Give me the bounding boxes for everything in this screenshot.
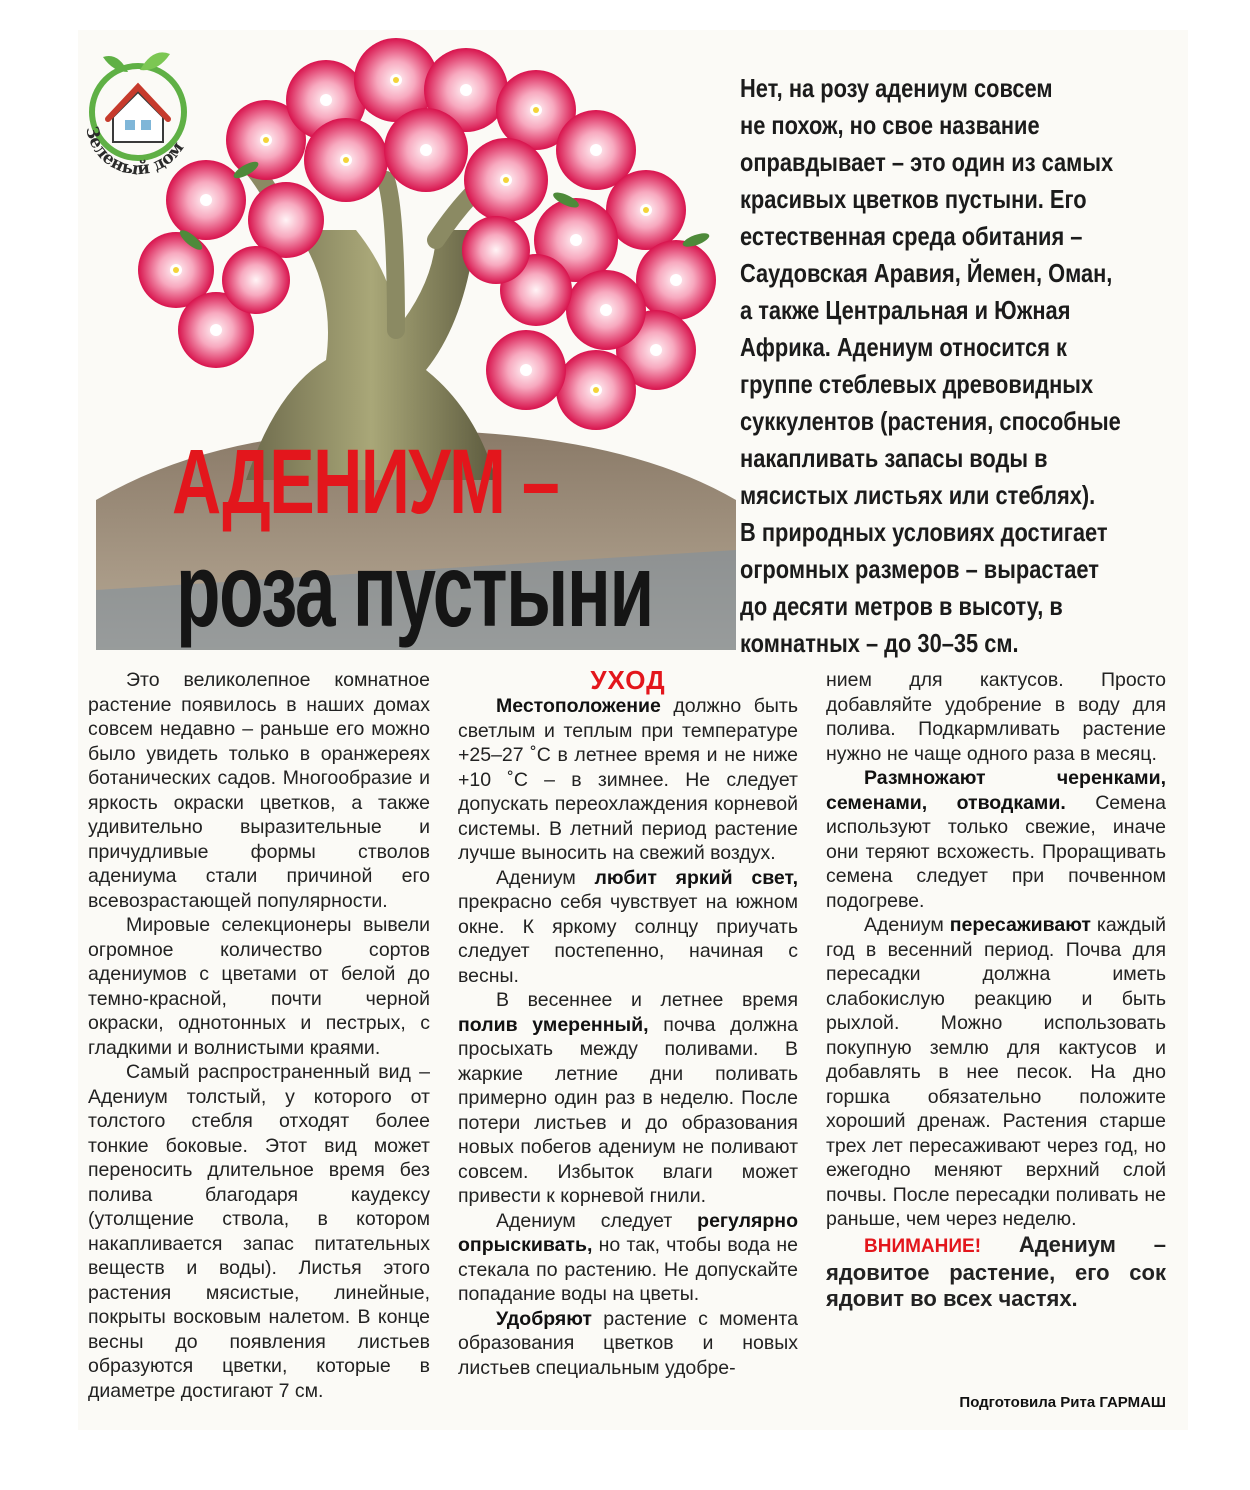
lead-line: В природных условиях достигает [740, 517, 1108, 547]
warning-label: ВНИМАНИЕ! [864, 1235, 982, 1257]
col1-paragraph-2: Мировые селекционеры вывели огромное количество сортов адениумов с цветами от белой до темно-красной, почти черной окраски, однотонных и пестрых, с гладкими и волнистыми краями. [88, 914, 430, 1059]
light-start: Адениум [496, 866, 595, 889]
article-column-2 [458, 665, 799, 1380]
lead-line: до десяти метров в высоту, в [740, 591, 1063, 621]
spraying-start: Адениум следует [496, 1209, 698, 1232]
warning-paragraph [826, 1232, 1166, 1312]
lead-line: комнатных – до 30–35 см. [740, 628, 1019, 658]
watering-start: В весеннее и летнее время [496, 989, 798, 1011]
lead-line: красивых цветков пустыни. Его [740, 184, 1087, 214]
care-heading: УХОД [590, 665, 666, 695]
col2-paragraph-location [458, 694, 798, 866]
watering-text: почва должна просыхать между поливами. В жаркие летние дни поливать примерно один раз в неделю. После потери листьев и до образования новых побегов адениум не поливают совсем. Избыток влаги может привести к корневой гнили. [458, 1013, 798, 1207]
lead-line: оправдывает – это один из самых [740, 147, 1114, 177]
col1-paragraph-1: Это великолепное комнатное растение появилось в наших домах совсем недавно – раньше его можно было увидеть только в оранжереях ботанических садов. Многообразие и яркость окраски цветков, а также удивительно выразительные и причудливые формы стволов адениума стали причиной его всевозрастающей популярности. [88, 669, 430, 912]
green-house-logo [58, 32, 218, 192]
logo-text: Зеленый дом [81, 124, 189, 180]
transplant-bold: пересаживают [949, 914, 1091, 936]
location-text: должно быть светлым и теплым при температуре +25–27 ˚С в летнее время и не ниже +10 ˚С – в зимнее. Не следует допускать переохлаждения корневой системы. В летний период растение лучше выносить на свежий воздух. [458, 695, 798, 864]
fertilizing-text: растение с момента образования цветков и новых листьев специальным удобре- [458, 1307, 798, 1379]
title-line-1: АДЕНИУМ – [172, 431, 559, 533]
col3-paragraph-propagation [826, 766, 1166, 913]
propagation-bold: Размножают черенками, семенами, отводками. [826, 767, 1166, 814]
spraying-text: но так, чтобы вода не стекала по растению. Не допускайте попадание воды на цветы. [458, 1234, 798, 1305]
lead-line: накапливать запасы воды в [740, 443, 1048, 473]
col2-paragraph-light [458, 866, 798, 989]
light-text: прекрасно себя чувствует на южном окне. К яркому солнцу приучать следует постепенно, начиная с весны. [458, 891, 798, 987]
transplant-text: каждый год в весенний период. Почва для пересадки должна иметь слабокислую реакцию и быть рыхлой. Можно использовать покупную землю для кактусов и добавлять в нее песок. На дно горшка обязательно положите хороший дренаж. Растения старше трех лет пересаживают через год, но ежегодно меняют верхний слой почвы. После пересадки поливать не раньше, чем через неделю. [826, 914, 1166, 1230]
lead-line: суккулентов (растения, способные [740, 406, 1121, 436]
spraying-bold: регулярно опрыскивать, [458, 1209, 798, 1256]
location-bold: Местоположение [496, 695, 661, 717]
transplant-start: Адениум [864, 914, 950, 936]
col2-paragraph-spraying [458, 1209, 798, 1307]
lead-line: а также Центральная и Южная [740, 295, 1071, 325]
lead-line: Саудовская Аравия, Йемен, Оман, [740, 258, 1113, 288]
col3-paragraph-1: нием для кактусов. Просто добавляйте удобрение в воду для полива. Подкармливать растение нужно не чаще одного раза в месяц. [826, 669, 1166, 765]
col2-paragraph-watering [458, 988, 798, 1209]
lead-line: не похож, но свое название [740, 110, 1040, 140]
col2-paragraph-fertilizing [458, 1307, 798, 1381]
lead-line: мясистых листьях или стеблях). [740, 480, 1096, 510]
lead-line: группе стеблевых древовидных [740, 369, 1094, 399]
article-column-1 [88, 668, 430, 1403]
article-column-3 [826, 668, 1166, 1312]
warning-text: Адениум – ядовитое растение, его сок ядовит во всех частях. [826, 1231, 1166, 1311]
col3-paragraph-transplant [826, 913, 1166, 1232]
light-bold: любит яркий свет, [594, 866, 799, 889]
title-line-2: роза пустыни [176, 533, 653, 649]
fertilizing-bold: Удобряют [496, 1307, 592, 1330]
watering-bold: полив умеренный, [458, 1013, 649, 1036]
lead-paragraph [740, 70, 1170, 662]
author-credit: Подготовила Рита ГАРМАШ [959, 1394, 1166, 1411]
lead-line: естественная среда обитания – [740, 221, 1083, 251]
lead-line: огромных размеров – вырастает [740, 554, 1099, 584]
lead-line: Нет, на розу адениум совсем [740, 73, 1053, 103]
col1-paragraph-3: Самый распространенный вид – Адениум толстый, у которого от толстого стебля отходят более тонкие боковые. Этот вид может переносить длительное время без полива благодаря каудексу (утолщение ствола, в котором накапливается запас питательных веществ и воды). Листья этого растения мясистые, линейные, покрыты восковым налетом. В конце весны до появления листьев образуются цветки, которые в диаметре достигают 7 см. [88, 1061, 430, 1402]
lead-line: Африка. Адениум относится к [740, 332, 1067, 362]
propagation-text: Семена используют только свежие, иначе они теряют всхожесть. Проращивать семена следует при почвенном подогреве. [826, 791, 1166, 912]
